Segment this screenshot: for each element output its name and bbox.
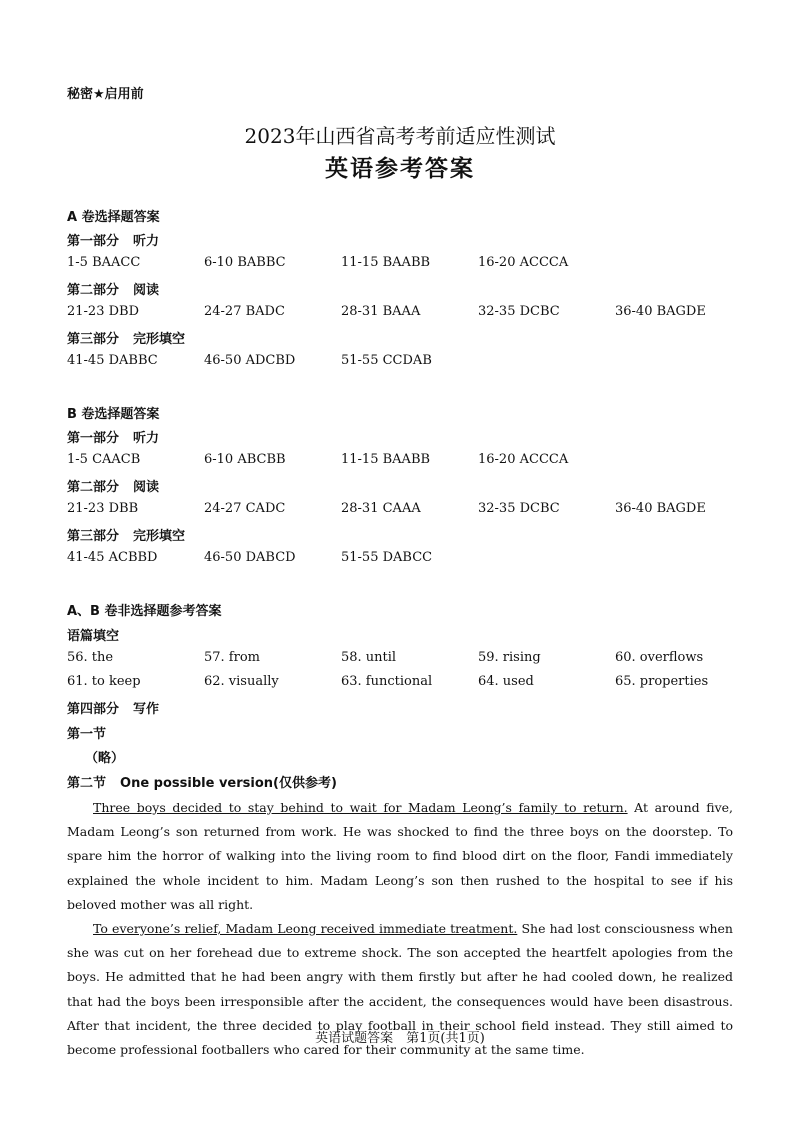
page-footer: 英语试题答案 第1页(共1页) [315,1031,485,1046]
part-name: 阅读 [133,480,160,495]
part-name: 听力 [133,234,160,249]
cloze-answer: 65. properties [615,674,709,689]
part-label: 第二部分 [67,480,120,495]
essay-paragraph-1 [67,796,733,917]
paragraph-2-lead-sentence: To everyone’s relief, Madam Leong received immediate treatment. [93,921,518,937]
part4-heading [67,698,159,717]
cloze-answer: 56. the [67,650,114,665]
cloze-answers-row-1 [67,650,747,668]
part-name: 完形填空 [133,332,186,347]
section-a-part3-heading [67,328,185,347]
omitted-note: （略） [85,751,125,766]
part-name: 写作 [133,702,160,717]
non-choice-heading: A、B 卷非选择题参考答案 [67,604,222,619]
section2-heading [67,772,337,791]
answer-group: 24-27 BADC [204,304,285,319]
cloze-answers-row-2 [67,674,747,692]
answer-group: 16-20 ACCCA [478,452,569,467]
answer-group: 6-10 BABBC [204,255,286,270]
section-a-part1-heading [67,230,159,249]
confidential-mark: 秘密★启用前 [67,87,144,102]
cloze-answer: 64. used [478,674,534,689]
section-a-part2-heading [67,279,159,298]
section-b-part1-answers [67,452,747,470]
paragraph-1-text: At around five, Madam Leong’s son returned from work. He was shocked to find the three boys on the doorstep. To spare him the horror of walking into the living room to find blood dirt on the floor, Fandi immediately explained the whole incident to him. Madam Leong’s son then rushed to the hospital to see if his beloved mother was all right. [67,800,733,912]
answer-group: 28-31 BAAA [341,304,421,319]
section1-heading: 第一节 [67,727,107,742]
section-b-part1-heading [67,427,159,446]
answer-group: 1-5 BAACC [67,255,141,270]
answer-group: 46-50 ADCBD [204,353,296,368]
part-label: 第三部分 [67,332,120,347]
answer-group: 32-35 DCBC [478,304,560,319]
cloze-answer: 62. visually [204,674,279,689]
section-a-part3-answers [67,353,747,371]
answer-key-title: 英语参考答案 [325,156,475,182]
answer-group: 46-50 DABCD [204,550,296,565]
section-b-part3-answers [67,550,747,568]
section-b-heading: B 卷选择题答案 [67,407,160,422]
answer-group: 51-55 DABCC [341,550,433,565]
section-b-part2-heading [67,476,159,495]
answer-group: 6-10 ABCBB [204,452,286,467]
part-name: 听力 [133,431,160,446]
cloze-answer: 57. from [204,650,260,665]
paragraph-2-text: She had lost consciousness when she was cut on her forehead due to extreme shock. The son accepted the heartfelt apologies from the boys. He admitted that he had been angry with them firstly but after he had cooled down, he realized that had the boys been irresponsible after the accident, the consequences would have been disastrous. After that incident, the three decided to play football in their school field instead. They still aimed to become professional footballers who cared for their community at the same time. [67,921,733,1058]
part-label: 第四部分 [67,702,120,717]
section-a-part1-answers [67,255,747,273]
answer-group: 32-35 DCBC [478,501,560,516]
answer-group: 11-15 BAABB [341,255,431,270]
answer-group: 28-31 CAAA [341,501,421,516]
part-name: 阅读 [133,283,160,298]
part-label: 第二部分 [67,283,120,298]
answer-group: 36-40 BAGDE [615,304,706,319]
part-name: 完形填空 [133,529,186,544]
cloze-answer: 58. until [341,650,397,665]
answer-group: 41-45 DABBC [67,353,158,368]
part-label: 第一部分 [67,431,120,446]
cloze-answer: 59. rising [478,650,541,665]
sample-essay [67,796,733,1062]
cloze-heading: 语篇填空 [67,629,120,644]
cloze-answer: 63. functional [341,674,433,689]
cloze-answer: 61. to keep [67,674,141,689]
part-label: 第三部分 [67,529,120,544]
section-a-part2-answers [67,304,747,322]
answer-group: 51-55 CCDAB [341,353,432,368]
section-b-part3-heading [67,525,185,544]
section-b-part2-answers [67,501,747,519]
paragraph-1-lead-sentence: Three boys decided to stay behind to wait for Madam Leong’s family to return. [93,800,628,815]
exam-title: 2023年山西省高考考前适应性测试 [244,124,556,148]
answer-group: 21-23 DBD [67,304,140,319]
section2-title: One possible version(仅供参考) [120,776,337,791]
section-a-heading: A 卷选择题答案 [67,210,160,225]
answer-group: 21-23 DBB [67,501,139,516]
answer-group: 1-5 CAACB [67,452,141,467]
answer-group: 24-27 CADC [204,501,286,516]
answer-group: 36-40 BAGDE [615,501,706,516]
answer-group: 11-15 BAABB [341,452,431,467]
answer-group: 16-20 ACCCA [478,255,569,270]
part-label: 第一部分 [67,234,120,249]
cloze-answer: 60. overflows [615,650,704,665]
section2-label: 第二节 [67,776,107,791]
answer-group: 41-45 ACBBD [67,550,158,565]
